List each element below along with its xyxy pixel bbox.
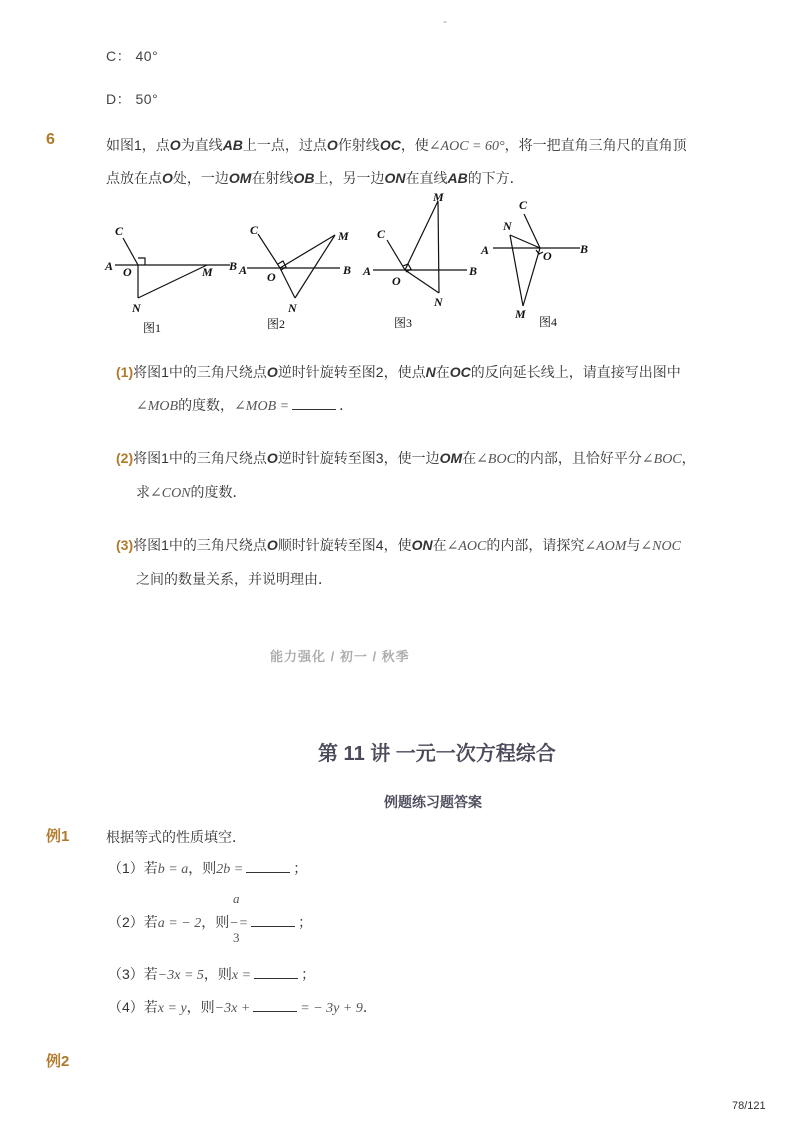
fig4-label-A: A <box>481 243 490 257</box>
ex1-item2-fraction-denominator: 3 <box>233 930 240 945</box>
fig3-label-A: A <box>363 264 372 278</box>
q6-figures <box>95 188 605 338</box>
example-1-stem: 根据等式的性质填空． <box>106 829 246 845</box>
fig3-label-M: M <box>433 190 444 204</box>
fig1-label-B: B <box>229 259 238 273</box>
option-d: D： 50° <box>106 91 159 107</box>
fig3-label-B: B <box>469 264 478 278</box>
fig1-label-N: N <box>132 301 141 315</box>
fig4-label-N: N <box>503 219 512 233</box>
fig3-label-O: O <box>392 274 401 288</box>
option-c: C： 40° <box>106 48 159 64</box>
fig1-label-C: C <box>115 224 124 238</box>
page-number: 78/121 <box>732 1100 766 1112</box>
q6-sub1-answer-blank[interactable] <box>292 397 336 410</box>
fig4-label-B: B <box>580 242 589 256</box>
ex1-item4-blank[interactable] <box>253 999 297 1012</box>
q6-sub2-line2: 求∠CON的度数． <box>136 484 247 501</box>
ex1-item2-blank[interactable] <box>251 914 295 927</box>
question-number-6: 6 <box>46 131 55 148</box>
example-1-item-3: （3）若−3x = 5，则x = ； <box>108 966 316 983</box>
lecture-title: 第 11 讲 一元一次方程综合 <box>318 743 556 765</box>
fig4-label-M: M <box>515 307 526 321</box>
fig4-caption: 图4 <box>539 315 558 329</box>
fig1-caption: 图1 <box>143 321 162 335</box>
fig2-label-O: O <box>267 270 276 284</box>
fig3-label-C: C <box>377 227 386 241</box>
fig2-label-C: C <box>250 223 259 237</box>
fig1-label-M: M <box>202 265 213 279</box>
q6-stem-line1: 如图1，点O为直线AB上一点，过点O作射线OC，使∠AOC = 60°，将一把直角三角尺的直角顶 <box>106 137 687 154</box>
q6-stem-line2: 点放在点O处，一边OM在射线OB上，另一边ON在直线AB的下方． <box>106 170 524 186</box>
q6-sub3-line2: 之间的数量关系，并说明理由． <box>136 571 332 587</box>
fig3-caption: 图3 <box>394 316 413 330</box>
fig1-label-O: O <box>123 265 132 279</box>
example-1-label: 例1 <box>46 828 70 845</box>
fig3-label-N: N <box>434 295 443 309</box>
example-2-label: 例2 <box>46 1053 70 1070</box>
fig4-label-O: O <box>543 249 552 263</box>
page-top-mark: - <box>443 14 447 28</box>
example-1-item-4: （4）若x = y，则−3x + = − 3y + 9． <box>108 999 377 1016</box>
q6-sub1-line2: ∠MOB的度数，∠MOB = ． <box>136 397 354 414</box>
fig2-label-B: B <box>343 263 352 277</box>
fig2-label-M: M <box>338 229 349 243</box>
q6-sub3-line1: (3)将图1中的三角尺绕点O顺时针旋转至图4，使ON在∠AOC的内部，请探究∠AOM与∠NOC <box>116 537 681 554</box>
ex1-item3-blank[interactable] <box>254 966 298 979</box>
q6-sub1-line1: (1)将图1中的三角尺绕点O逆时针旋转至图2，使点N在OC的反向延长线上，请直接写出图中 <box>116 364 681 380</box>
example-1-item-1: （1）若b = a，则2b = ； <box>108 860 308 877</box>
fig1-label-A: A <box>105 259 114 273</box>
section-title: 例题练习题答案 <box>384 794 482 810</box>
page-footer: 能力强化 / 初一 / 秋季 <box>270 649 410 664</box>
ex1-item1-blank[interactable] <box>246 860 290 873</box>
ex1-item2-fraction-numerator: a <box>233 891 240 906</box>
fig2-label-N: N <box>288 301 297 315</box>
fig2-label-A: A <box>239 263 248 277</box>
q6-sub2-line1: (2)将图1中的三角尺绕点O逆时针旋转至图3，使一边OM在∠BOC的内部，且恰好平分∠BOC， <box>116 450 696 467</box>
fig4-label-C: C <box>519 198 528 212</box>
example-1-item-2: （2）若a = − 2，则−= ； <box>108 914 313 931</box>
fig2-caption: 图2 <box>267 317 286 331</box>
